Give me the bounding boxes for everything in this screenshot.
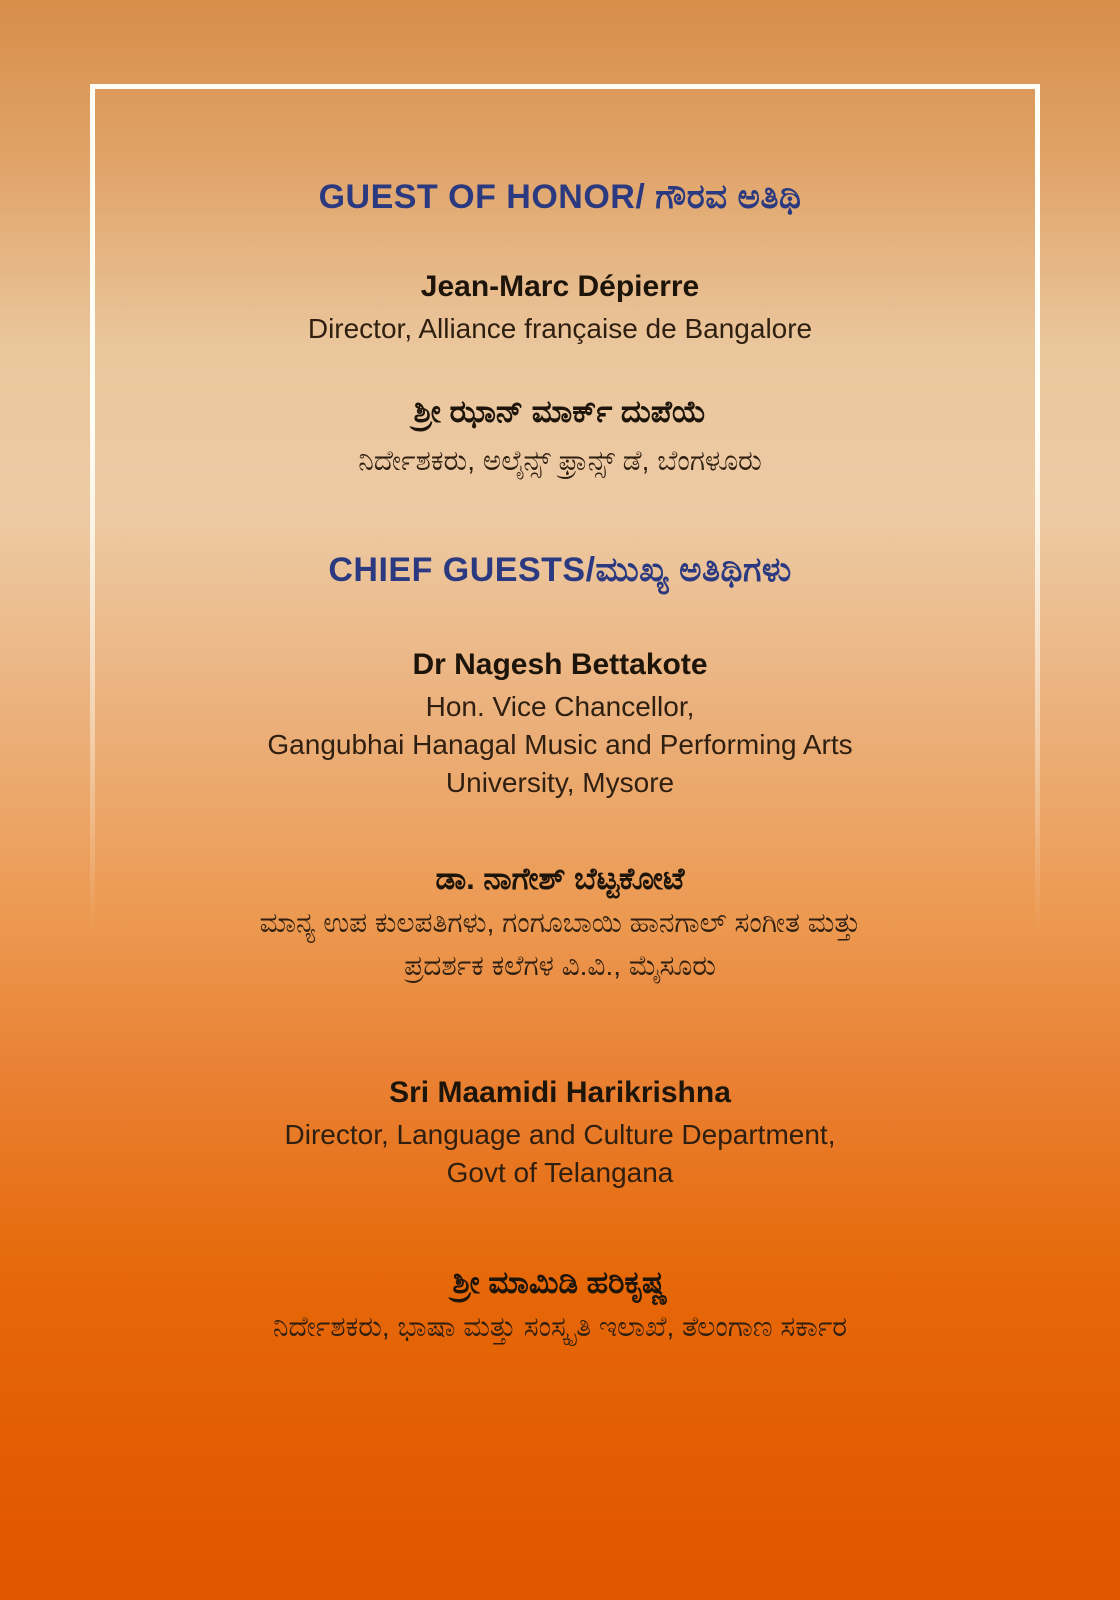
chief-guest1-name-english: Dr Nagesh Bettakote [412, 648, 708, 681]
chief-guest1-role-kannada-line1: ಮಾನ್ಯ ಉಪ ಕುಲಪತಿಗಳು, ಗಂಗೂಬಾಯಿ ಹಾನಗಾಲ್ ಸಂಗೀತ ಮತ್ತು [259, 907, 861, 938]
chief-guest2-name-kannada: ಶ್ರೀ ಮಾಮಿಡಿ ಹರಿಕೃಷ್ಣ [452, 1265, 668, 1300]
guest-of-honor-heading: GUEST OF HONOR/ ಗೌರವ ಅತಿಥಿ [318, 177, 802, 216]
chief-guest2-name-english: Sri Maamidi Harikrishna [389, 1076, 731, 1109]
chief-guest1-role-english-line1: Hon. Vice Chancellor, [425, 691, 695, 722]
chief-guest2-role-kannada-line1: ನಿರ್ದೇಶಕರು, ಭಾಷಾ ಮತ್ತು ಸಂಸ್ಕೃತಿ ಇಲಾಖೆ, ತೆಲಂಗಾಣ ಸರ್ಕಾರ [272, 1311, 848, 1342]
chief-guest2-role-english-line2: Govt of Telangana [446, 1157, 674, 1188]
honor-guest-name-kannada: ಶ್ರೀ ಝಾನ್ ಮಾರ್ಕ್ ದುಪೆಯೆ [413, 394, 707, 429]
chief-guest1-role-english-line3: University, Mysore [445, 767, 675, 798]
honor-guest-name-english: Jean-Marc Dépierre [420, 270, 700, 303]
chief-guests-heading: CHIEF GUESTS/ಮುಖ್ಯ ಅತಿಥಿಗಳು [328, 550, 792, 589]
chief-guest2-role-english-line1: Director, Language and Culture Department, [284, 1119, 836, 1150]
chief-guest1-name-kannada: ಡಾ. ನಾಗೇಶ್ ಬೆಟ್ಟಕೋಟೆ [435, 861, 685, 896]
chief-guest1-role-english-line2: Gangubhai Hanagal Music and Performing Arts [267, 729, 853, 760]
honor-guest-role-kannada: ನಿರ್ದೇಶಕರು, ಅಲೈನ್ಸ್ ಫ್ರಾನ್ಸ್ ಡೆ, ಬೆಂಗಳೂರು [358, 445, 762, 476]
chief-guest1-role-kannada-line2: ಪ್ರದರ್ಶಕ ಕಲೆಗಳ ವಿ.ವಿ., ಮೈಸೂರು [404, 950, 716, 981]
honor-guest-role-english: Director, Alliance française de Bangalore [307, 313, 813, 344]
